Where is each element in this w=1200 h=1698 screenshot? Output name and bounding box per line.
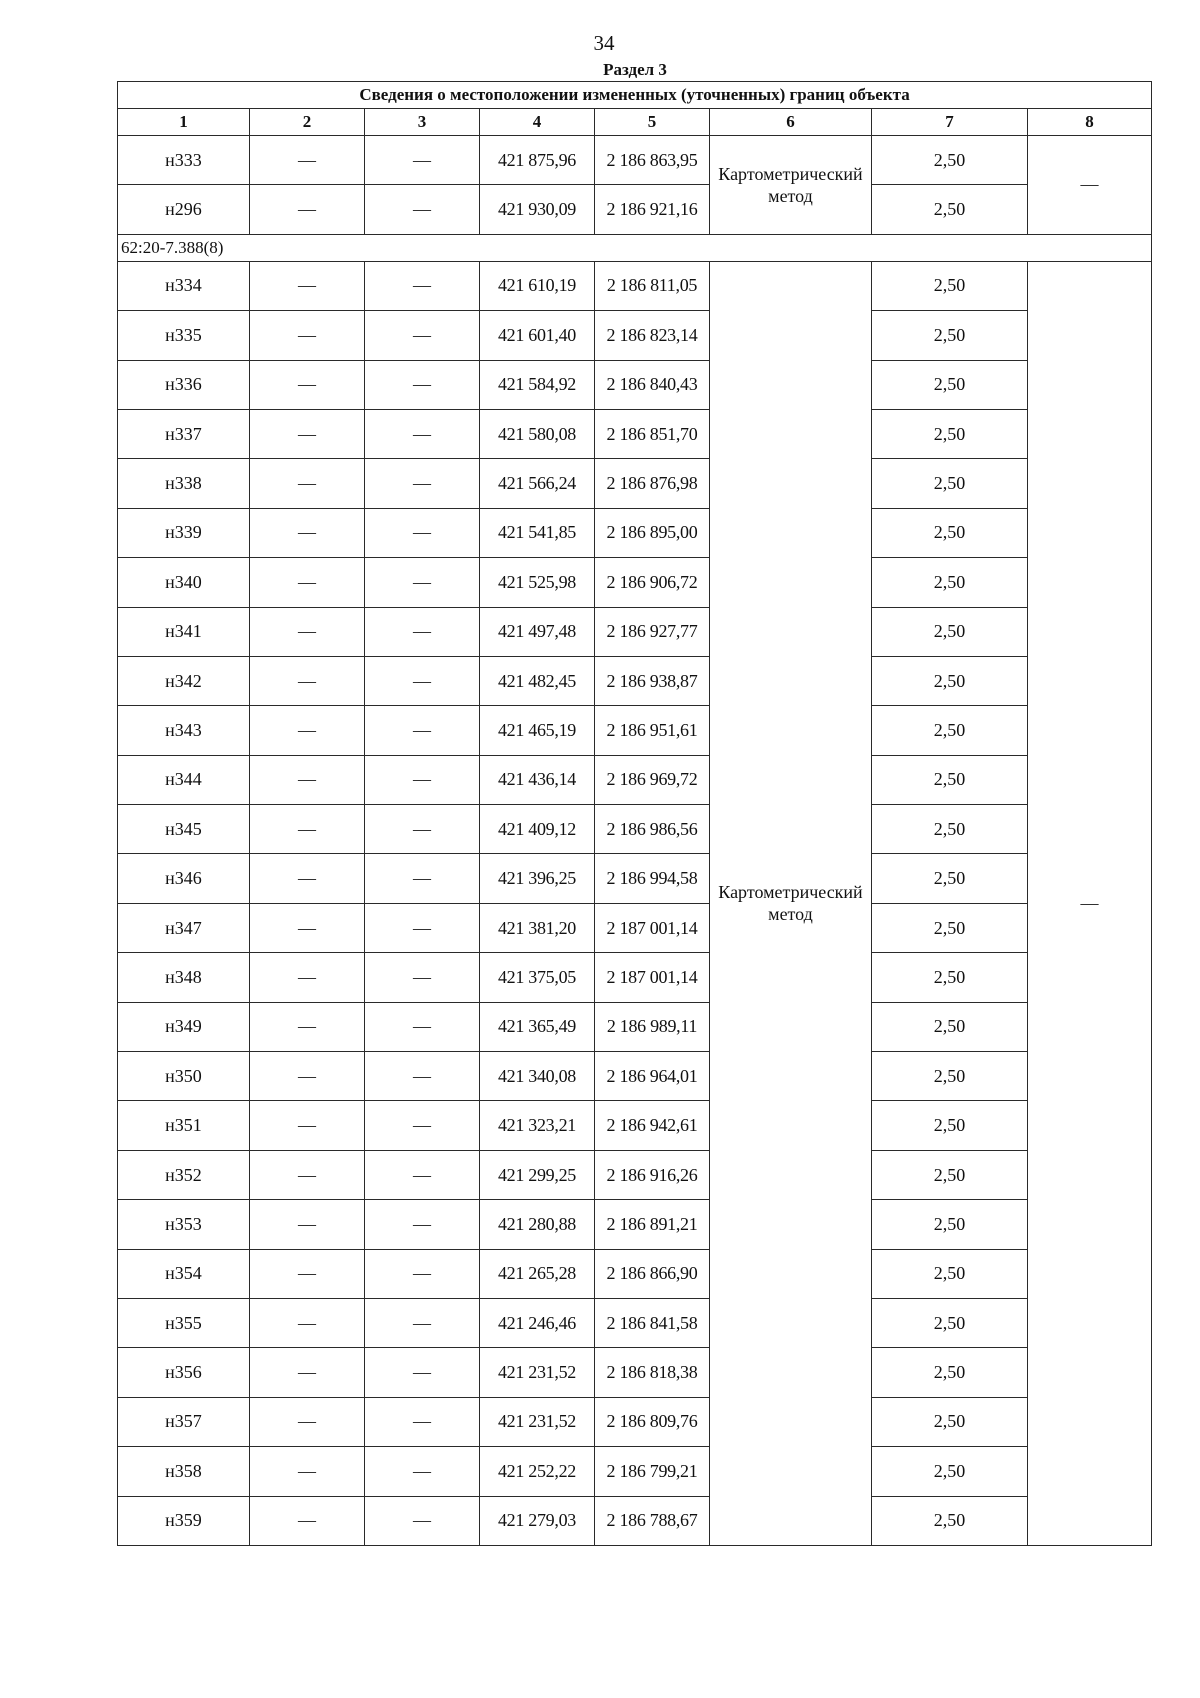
table-row [118,1002,1152,1051]
column-header: 6 [710,109,872,136]
col-3-value: — [365,1052,480,1101]
accuracy-value: 2,50 [872,805,1028,854]
table-caption-row [118,82,1152,109]
y-coordinate: 2 186 921,16 [595,185,710,234]
table-row [118,755,1152,804]
accuracy-value: 2,50 [872,1200,1028,1249]
accuracy-value: 2,50 [872,409,1028,458]
col-2-value: — [250,558,365,607]
column-header: 1 [118,109,250,136]
col-3-value: — [365,1447,480,1496]
point-id: н339 [118,508,250,557]
x-coordinate: 421 465,19 [480,706,595,755]
point-id: н333 [118,136,250,185]
column-header: 4 [480,109,595,136]
y-coordinate: 2 186 989,11 [595,1002,710,1051]
col-2-value: — [250,854,365,903]
col-3-value: — [365,185,480,234]
point-id: н335 [118,311,250,360]
col-3-value: — [365,953,480,1002]
column-number-row [118,109,1152,136]
col-2-value: — [250,1200,365,1249]
col-2-value: — [250,805,365,854]
y-coordinate: 2 186 866,90 [595,1249,710,1298]
x-coordinate: 421 396,25 [480,854,595,903]
col-2-value: — [250,1496,365,1545]
accuracy-value: 2,50 [872,558,1028,607]
y-coordinate: 2 186 906,72 [595,558,710,607]
x-coordinate: 421 497,48 [480,607,595,656]
point-id: н355 [118,1298,250,1347]
accuracy-value: 2,50 [872,755,1028,804]
col-2-value: — [250,1348,365,1397]
accuracy-value: 2,50 [872,903,1028,952]
x-coordinate: 421 340,08 [480,1052,595,1101]
col-2-value: — [250,1249,365,1298]
y-coordinate: 2 186 891,21 [595,1200,710,1249]
section-title: Раздел 3 [603,60,667,79]
point-id: н348 [118,953,250,1002]
table-row [118,607,1152,656]
col-2-value: — [250,1150,365,1199]
point-id: н336 [118,360,250,409]
table-row [118,558,1152,607]
accuracy-value: 2,50 [872,953,1028,1002]
point-id: н344 [118,755,250,804]
table-row [118,656,1152,705]
col-2-value: — [250,360,365,409]
col-2-value: — [250,185,365,234]
point-id: н347 [118,903,250,952]
y-coordinate: 2 186 994,58 [595,854,710,903]
x-coordinate: 421 584,92 [480,360,595,409]
y-coordinate: 2 187 001,14 [595,953,710,1002]
col-3-value: — [365,854,480,903]
accuracy-value: 2,50 [872,1052,1028,1101]
table-row [118,1298,1152,1347]
col-3-value: — [365,311,480,360]
x-coordinate: 421 265,28 [480,1249,595,1298]
col-3-value: — [365,805,480,854]
x-coordinate: 421 252,22 [480,1447,595,1496]
point-id: н345 [118,805,250,854]
table-row [118,706,1152,755]
table-row [118,311,1152,360]
table-caption: Сведения о местоположении измененных (уточненных) границ объекта [118,82,1152,109]
note-cell: — [1028,261,1152,1545]
y-coordinate: 2 186 927,77 [595,607,710,656]
x-coordinate: 421 875,96 [480,136,595,185]
accuracy-value: 2,50 [872,311,1028,360]
point-id: н338 [118,459,250,508]
point-id: н357 [118,1397,250,1446]
x-coordinate: 421 930,09 [480,185,595,234]
col-3-value: — [365,1101,480,1150]
col-3-value: — [365,1298,480,1347]
y-coordinate: 2 186 823,14 [595,311,710,360]
table-row [118,360,1152,409]
x-coordinate: 421 436,14 [480,755,595,804]
y-coordinate: 2 186 799,21 [595,1447,710,1496]
y-coordinate: 2 186 964,01 [595,1052,710,1101]
col-2-value: — [250,1002,365,1051]
col-3-value: — [365,136,480,185]
accuracy-value: 2,50 [872,508,1028,557]
table-row [118,1249,1152,1298]
column-header: 2 [250,109,365,136]
accuracy-value: 2,50 [872,1150,1028,1199]
point-id: н340 [118,558,250,607]
y-coordinate: 2 186 841,58 [595,1298,710,1347]
table-body [118,82,1152,1546]
col-2-value: — [250,1052,365,1101]
col-3-value: — [365,656,480,705]
y-coordinate: 2 186 811,05 [595,261,710,310]
col-2-value: — [250,953,365,1002]
accuracy-value: 2,50 [872,1298,1028,1347]
parcel-label: 62:20-7.388(8) [118,234,1152,261]
table-row [118,903,1152,952]
col-3-value: — [365,508,480,557]
accuracy-value: 2,50 [872,1002,1028,1051]
col-2-value: — [250,607,365,656]
accuracy-value: 2,50 [872,1348,1028,1397]
col-2-value: — [250,459,365,508]
accuracy-value: 2,50 [872,1249,1028,1298]
point-id: н341 [118,607,250,656]
y-coordinate: 2 186 895,00 [595,508,710,557]
table-row [118,1101,1152,1150]
y-coordinate: 2 186 851,70 [595,409,710,458]
point-id: н352 [118,1150,250,1199]
col-3-value: — [365,706,480,755]
table-row [118,1397,1152,1446]
point-id: н334 [118,261,250,310]
col-3-value: — [365,607,480,656]
col-3-value: — [365,360,480,409]
col-2-value: — [250,706,365,755]
col-3-value: — [365,1249,480,1298]
column-header: 7 [872,109,1028,136]
x-coordinate: 421 601,40 [480,311,595,360]
col-3-value: — [365,1002,480,1051]
x-coordinate: 421 231,52 [480,1397,595,1446]
col-3-value: — [365,558,480,607]
table-row [118,185,1152,234]
y-coordinate: 2 186 788,67 [595,1496,710,1545]
x-coordinate: 421 279,03 [480,1496,595,1545]
table-row [118,1052,1152,1101]
y-coordinate: 2 186 942,61 [595,1101,710,1150]
y-coordinate: 2 186 876,98 [595,459,710,508]
y-coordinate: 2 186 840,43 [595,360,710,409]
col-3-value: — [365,1200,480,1249]
point-id: н359 [118,1496,250,1545]
col-2-value: — [250,1101,365,1150]
col-2-value: — [250,1397,365,1446]
col-3-value: — [365,261,480,310]
table-row [118,261,1152,310]
col-2-value: — [250,755,365,804]
accuracy-value: 2,50 [872,185,1028,234]
y-coordinate: 2 186 916,26 [595,1150,710,1199]
accuracy-value: 2,50 [872,1447,1028,1496]
table-row [118,136,1152,185]
x-coordinate: 421 610,19 [480,261,595,310]
col-2-value: — [250,1298,365,1347]
x-coordinate: 421 365,49 [480,1002,595,1051]
col-2-value: — [250,409,365,458]
accuracy-value: 2,50 [872,656,1028,705]
x-coordinate: 421 409,12 [480,805,595,854]
accuracy-value: 2,50 [872,854,1028,903]
accuracy-value: 2,50 [872,1496,1028,1545]
point-id: н356 [118,1348,250,1397]
col-3-value: — [365,1348,480,1397]
point-id: н296 [118,185,250,234]
table-row [118,953,1152,1002]
accuracy-value: 2,50 [872,607,1028,656]
column-header: 5 [595,109,710,136]
column-header: 3 [365,109,480,136]
col-3-value: — [365,459,480,508]
parcel-row [118,234,1152,261]
col-3-value: — [365,1496,480,1545]
point-id: н337 [118,409,250,458]
accuracy-value: 2,50 [872,706,1028,755]
table-row [118,1496,1152,1545]
x-coordinate: 421 381,20 [480,903,595,952]
col-2-value: — [250,136,365,185]
y-coordinate: 2 186 863,95 [595,136,710,185]
x-coordinate: 421 299,25 [480,1150,595,1199]
y-coordinate: 2 186 969,72 [595,755,710,804]
y-coordinate: 2 186 938,87 [595,656,710,705]
col-2-value: — [250,261,365,310]
point-id: н343 [118,706,250,755]
table-row [118,805,1152,854]
point-id: н342 [118,656,250,705]
col-3-value: — [365,409,480,458]
y-coordinate: 2 186 809,76 [595,1397,710,1446]
boundary-coordinates-table [117,81,1152,1546]
col-2-value: — [250,1447,365,1496]
table-row [118,854,1152,903]
point-id: н353 [118,1200,250,1249]
col-3-value: — [365,1397,480,1446]
accuracy-value: 2,50 [872,360,1028,409]
x-coordinate: 421 231,52 [480,1348,595,1397]
x-coordinate: 421 580,08 [480,409,595,458]
point-id: н350 [118,1052,250,1101]
x-coordinate: 421 323,21 [480,1101,595,1150]
note-cell: — [1028,136,1152,235]
x-coordinate: 421 525,98 [480,558,595,607]
point-id: н351 [118,1101,250,1150]
page-number: 34 [593,31,615,55]
accuracy-value: 2,50 [872,1397,1028,1446]
y-coordinate: 2 186 818,38 [595,1348,710,1397]
table-row [118,409,1152,458]
col-2-value: — [250,311,365,360]
accuracy-value: 2,50 [872,1101,1028,1150]
point-id: н358 [118,1447,250,1496]
x-coordinate: 421 482,45 [480,656,595,705]
accuracy-value: 2,50 [872,459,1028,508]
x-coordinate: 421 246,46 [480,1298,595,1347]
y-coordinate: 2 186 986,56 [595,805,710,854]
col-3-value: — [365,903,480,952]
column-header: 8 [1028,109,1152,136]
col-3-value: — [365,755,480,804]
table-row [118,1348,1152,1397]
x-coordinate: 421 280,88 [480,1200,595,1249]
x-coordinate: 421 541,85 [480,508,595,557]
table-row [118,508,1152,557]
method-cell: Картометрический метод [710,261,872,1545]
col-2-value: — [250,508,365,557]
accuracy-value: 2,50 [872,136,1028,185]
x-coordinate: 421 566,24 [480,459,595,508]
point-id: н346 [118,854,250,903]
table-row [118,459,1152,508]
x-coordinate: 421 375,05 [480,953,595,1002]
table-row [118,1200,1152,1249]
col-2-value: — [250,903,365,952]
y-coordinate: 2 187 001,14 [595,903,710,952]
accuracy-value: 2,50 [872,261,1028,310]
col-3-value: — [365,1150,480,1199]
method-cell: Картометрический метод [710,136,872,235]
point-id: н354 [118,1249,250,1298]
point-id: н349 [118,1002,250,1051]
table-row [118,1150,1152,1199]
y-coordinate: 2 186 951,61 [595,706,710,755]
table-row [118,1447,1152,1496]
col-2-value: — [250,656,365,705]
